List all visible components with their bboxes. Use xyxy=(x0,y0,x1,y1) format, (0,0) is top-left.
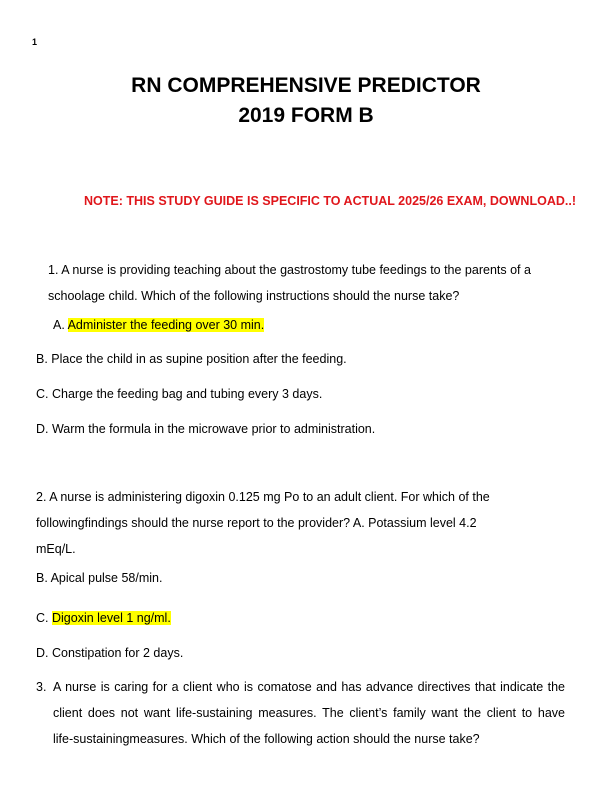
q1-option-d: D. Warm the formula in the microwave prior to administration. xyxy=(36,422,376,436)
q3-stem-line-2: client does not want life-sustaining measures. The client’s family want the client to have xyxy=(53,706,565,720)
q3-stem-line-3: life-sustainingmeasures. Which of the following action should the nurse take? xyxy=(53,732,480,746)
q1-stem-line-2: schoolage child. Which of the following instructions should the nurse take? xyxy=(48,289,460,303)
q2-option-d: D. Constipation for 2 days. xyxy=(36,646,184,660)
title-line-2: 2019 FORM B xyxy=(238,104,374,127)
page-number: 1 xyxy=(32,37,38,47)
q2-stem-line-1: 2. A nurse is administering digoxin 0.125 mg Po to an adult client. For which of the xyxy=(36,490,490,504)
q1-stem-line-1: 1. A nurse is providing teaching about the gastrostomy tube feedings to the parents of a xyxy=(48,263,531,277)
q1-option-b: B. Place the child in as supine position after the feeding. xyxy=(36,352,347,366)
q2-stem-line-2: followingfindings should the nurse report to the provider? A. Potassium level 4.2 xyxy=(36,516,477,530)
q2-option-c-prefix: C. xyxy=(36,611,52,625)
q3-number: 3. xyxy=(36,680,47,694)
q3-stem-line-1: A nurse is caring for a client who is comatose and has advance directives that indicate the xyxy=(53,680,565,694)
q1-option-a xyxy=(53,318,264,332)
q1-option-c: C. Charge the feeding bag and tubing every 3 days. xyxy=(36,387,323,401)
title-line-1: RN COMPREHENSIVE PREDICTOR xyxy=(131,74,481,97)
q1-option-a-highlighted-answer: Administer the feeding over 30 min. xyxy=(67,318,265,332)
q2-stem-line-3: mEq/L. xyxy=(36,542,76,556)
q1-option-a-prefix: A. xyxy=(53,318,68,332)
note-banner: NOTE: THIS STUDY GUIDE IS SPECIFIC TO ACTUAL 2025/26 EXAM, DOWNLOAD..! xyxy=(84,194,576,208)
q2-option-b: B. Apical pulse 58/min. xyxy=(36,571,163,585)
q2-option-c xyxy=(36,611,171,625)
q2-option-c-highlighted-answer: Digoxin level 1 ng/ml. xyxy=(51,611,171,625)
